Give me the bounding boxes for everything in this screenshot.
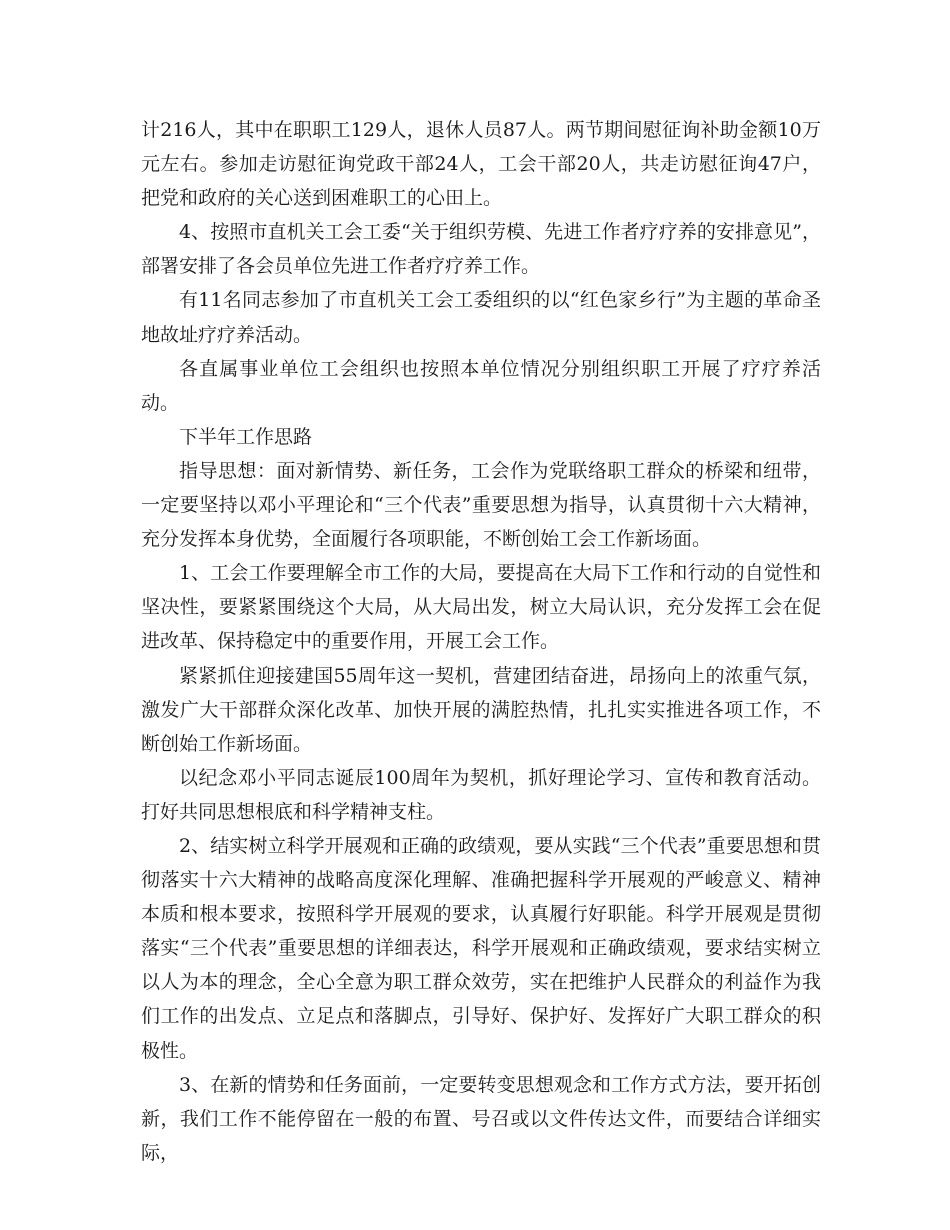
paragraph-8: 紧紧抓住迎接建国55周年这一契机，营建团结奋进，昂扬向上的浓重气氛，激发广大干部群众深化改革、加快开展的满腔热情，扎扎实实推进各项工作，不断创始工作新场面。: [141, 664, 821, 755]
paragraph-guiding-thought: 指导思想：面对新情势、新任务，工会作为党联络职工群众的桥梁和纽带，一定要坚持以邓小平理论和“三个代表”重要思想为指导，认真贯彻十六大精神，充分发挥本身优势，全面履行各项职能，不断创始工会工作新场面。: [141, 459, 821, 551]
paragraph-1: 计216人，其中在职职工129人，退休人员87人。两节期间慰征询补助金额10万元左右。参加走访慰征询党政干部24人，工会干部20人，共走访慰征询47户，把党和政府的关心送到困难职工的心田上。: [141, 119, 821, 210]
paragraph-item-2: 2、结实树立科学开展观和正确的政绩观，要从实践“三个代表”重要思想和贯彻落实十六大精神的战略高度深化理解、准确把握科学开展观的严峻意义、精神本质和根本要求，按照科学开展观的要求，认真履行好职能。科学开展观是贯彻落实“三个代表”重要思想的详细表达，科学开展观和正确政绩观，要求结实树立以人为本的理念，全心全意为职工群众效劳，实在把维护人民群众的利益作为我们工作的出发点、立足点和落脚点，引导好、保护好、发挥好广大职工群众的积极性。: [141, 834, 821, 1062]
document-body: [141, 113, 821, 1170]
paragraph-4: 各直属事业单位工会组织也按照本单位情况分别组织职工开展了疗疗养活动。: [141, 357, 821, 414]
paragraph-item-3: 3、在新的情势和任务面前，一定要转变思想观念和工作方式方法，要开拓创新，我们工作不能停留在一般的布置、号召或以文件传达文件，而要结合详细实际，: [141, 1073, 821, 1164]
paragraph-item-1: 1、工会工作要理解全市工作的大局，要提高在大局下工作和行动的自觉性和坚决性，要紧紧围绕这个大局，从大局出发，树立大局认识，充分发挥工会在促进改革、保持稳定中的重要作用，开展工会工作。: [141, 562, 821, 653]
paragraph-2: 4、按照市直机关工会工委“关于组织劳模、先进工作者疗疗养的安排意见”，部署安排了各会员单位先进工作者疗疗养工作。: [141, 221, 821, 278]
paragraph-9: 以纪念邓小平同志诞辰100周年为契机，抓好理论学习、宣传和教育活动。打好共同思想根底和科学精神支柱。: [141, 766, 821, 823]
paragraph-3: 有11名同志参加了市直机关工会工委组织的以“红色家乡行”为主题的革命圣地故址疗疗养活动。: [141, 289, 821, 346]
section-heading: 下半年工作思路: [179, 425, 313, 448]
